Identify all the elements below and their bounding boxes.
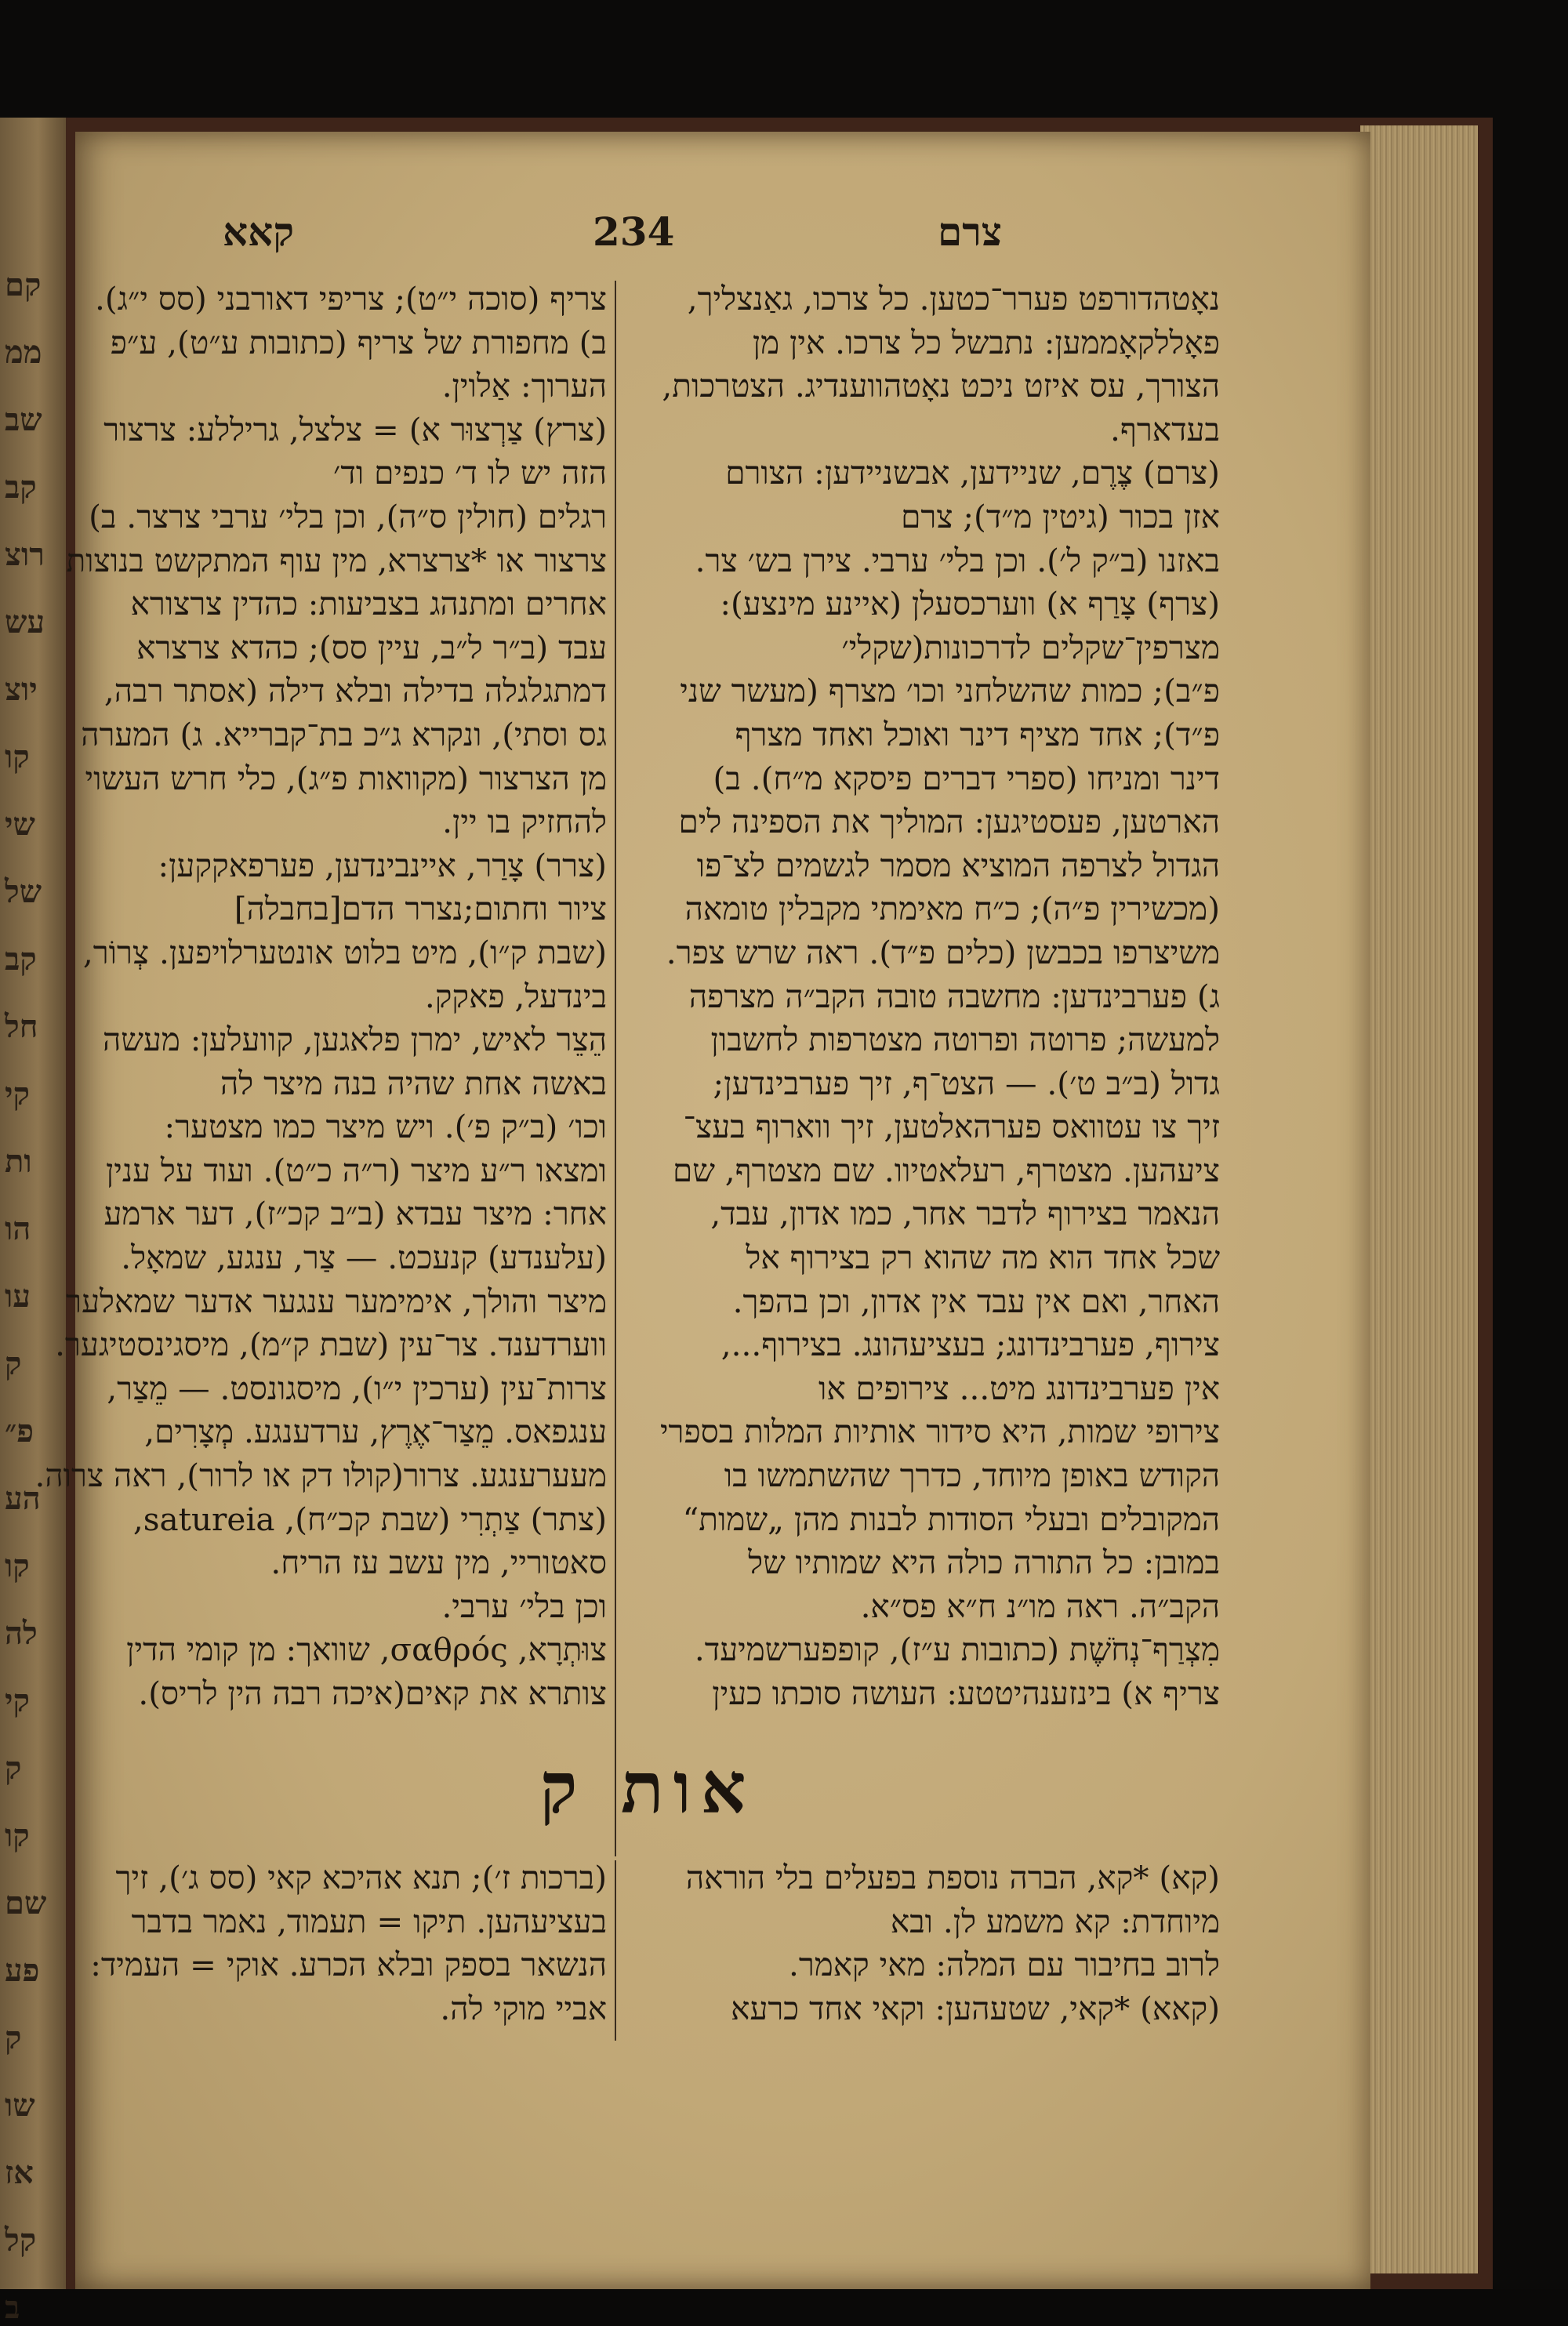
text-line: וכו׳ (ב״ק פ׳). ויש מיצר כמו מצטער: xyxy=(164,1108,607,1146)
text-line: מצרפין־שקלים לדרכונות(שקלי׳ xyxy=(841,628,1220,666)
right-column xyxy=(624,278,1220,1716)
text-line: (מכשירין פ״ה); כ״ח מאימתי מקבלין טומאה xyxy=(684,890,1220,928)
left-page-fragment: שם xyxy=(5,1885,47,1921)
left-page-fragment: שב xyxy=(5,401,42,438)
text-line: צירופי שמות, היא סידור אותיות המלות בספרי xyxy=(659,1413,1220,1451)
text-line: האחר, ואם אין עבד אין אדון, וכן בהפך. xyxy=(732,1282,1220,1320)
text-line: צרצור או *צרצרא, מין עוף המתקשט בנוצות xyxy=(66,541,607,579)
text-line: אזן בכור (גיטין מ״ד); צרם xyxy=(901,497,1220,535)
text-line: (עלענדע) קנעכט. — צַר, ענגע, שמאָל. xyxy=(121,1239,607,1277)
bottom-column-divider xyxy=(615,1860,616,2041)
left-page-fragment: עש xyxy=(5,604,45,640)
left-page-fragment: קי xyxy=(5,1076,30,1112)
text-line: פ״ד); אחד מציף דינר ואוכל ואחד מצרף xyxy=(735,715,1220,753)
left-page-fragment: קב xyxy=(5,941,37,978)
text-line: סאטוריי, מין עשב עז הריח. xyxy=(270,1544,607,1582)
text-line: הקב״ה. ראה מו״נ ח״א פס״א. xyxy=(860,1587,1220,1625)
header-guide-word-left: קאא xyxy=(223,209,294,255)
left-page-fragment: הע xyxy=(5,1480,41,1517)
text-line: גס וסתי), ונקרא ג״כ בת־קברייא. ג) המערה xyxy=(81,715,607,753)
left-page-fragment: ק xyxy=(5,1345,22,1382)
text-line: הגדול לצרפה המוציא מסמר לגשמים לצ־פו xyxy=(696,846,1220,884)
text-line: הערוך: אַלוין. xyxy=(441,367,607,405)
left-page-fragment: קו xyxy=(5,738,30,775)
left-page-edge xyxy=(0,118,69,2326)
left-page-fragment: קי xyxy=(5,1682,30,1719)
left-page-fragment: עו xyxy=(5,1278,31,1315)
left-page-fragment: פע xyxy=(5,1952,40,1989)
left-page-fragment: חל xyxy=(5,1008,38,1045)
text-line: מיוחדת: קא משמע לן. ובא xyxy=(890,1902,1220,1940)
left-page-fragment: יוצ xyxy=(5,671,38,708)
text-line: במובן: כל התורה כולה היא שמותיו של xyxy=(748,1544,1220,1582)
text-line: הנאמר בצירוף לדבר אחר, כמו אדון, עבד, xyxy=(710,1195,1220,1233)
text-line: צוּתְרָא, σαθρός, שוואך: מן קומי הדין xyxy=(126,1631,607,1669)
text-line: צירוף, פערבינדונג; בעציעהונג. בצירוף..., xyxy=(720,1326,1220,1364)
text-line: (קאא) *קאי, שטעהען: וקאי אחד כרעא xyxy=(731,1989,1220,2027)
left-page-fragment: קו xyxy=(5,1817,30,1854)
left-page-fragment: ממ xyxy=(5,334,42,371)
text-line: ציעהען. מצטרף, רעלאטיוו. שם מצטרף, שם xyxy=(672,1151,1220,1189)
text-line: רגלים (חולין ס״ה), וכן בלי׳ ערבי צרצר. ב) xyxy=(89,497,607,535)
page-edges xyxy=(1360,125,1478,2273)
text-line: מִצְרַף־נְחֹשֶׁת (כתובות ע״ז), קופפערשמיעד. xyxy=(694,1631,1220,1669)
text-line: (צרר) צָרַר, איינבינדען, פערפאקקען: xyxy=(158,846,607,884)
left-page-fragment: אז xyxy=(5,2154,34,2191)
text-line: ומצאו ר״ע מיצר (ר״ה כ״ט). ועוד על ענין xyxy=(105,1151,607,1189)
text-line: צריף (סוכה י״ט); צריפי דאורבני (סס י״ג). xyxy=(94,280,607,318)
text-line: בינדעל, פאקק. xyxy=(424,977,607,1015)
text-line: למעשה; פרוטה ופרוטה מצטרפות לחשבון xyxy=(710,1021,1220,1059)
text-line: הקודש באופן מיוחד, כדרך שהשתמשו בו xyxy=(724,1457,1220,1495)
text-line: צרות־עין (ערכין י״ו), מיסגונסט. — מֵצַר, xyxy=(107,1369,607,1407)
bottom-left-column xyxy=(88,1856,607,2030)
left-page-fragment: קו xyxy=(5,1548,30,1584)
text-line: משיצרפו בכבשן (כלים פ״ד). ראה שרש צפר. xyxy=(666,933,1220,971)
left-page-fragment: של xyxy=(5,873,42,910)
text-line: הֵצֵר לאיש, ימרן פלאגען, קוועלען: מעשה xyxy=(102,1021,607,1059)
text-line: (צרץ) צַרְצוּר א) = צלצל, גריללע: צרצור xyxy=(103,410,607,448)
section-title: אות ק xyxy=(539,1747,756,1830)
text-line: (צתר) צַתְרִי (שבת קכ״ח), satureia, xyxy=(132,1500,607,1538)
text-line: הנשאר בספק ובלא הכרע. אוקי = העמיד: xyxy=(90,1946,607,1984)
text-line: (צרם) צֶרֶם, שניידען, אבשניידען: הצורם xyxy=(725,454,1220,492)
text-line: אין פערבינדונג מיט... צירופים או xyxy=(818,1369,1220,1407)
text-line: הצורך, עס איזט ניכט נאָטהווענדיג. הצטרכות, xyxy=(662,367,1220,405)
page-number: 234 xyxy=(593,209,675,255)
left-page-fragment: שי xyxy=(5,806,35,843)
text-line: פ״ב); כמות שהשלחני וכו׳ מצרף (מעשר שני xyxy=(680,672,1220,710)
dictionary-page xyxy=(34,132,1370,2289)
text-line: זיך צו עטוואס פערהאלטען, זיך ווארוף בעצ־ xyxy=(683,1108,1220,1146)
left-page-fragment: לה xyxy=(5,1615,38,1652)
text-line: דמתגלגלה בדילה ובלא דילה (אסתר רבה, xyxy=(103,672,607,710)
text-line: מן הצרצור (מקוואות פ״ג), כלי חרש העשוי xyxy=(85,759,607,797)
text-line: אחר: מיצר עבדא (ב״ב קכ״ז), דער ארמע xyxy=(103,1195,607,1233)
text-line: (שבת ק״ו), מיט בלוט אונטערלויפען. צְרוֹר, xyxy=(82,933,607,971)
left-page-fragment: קב xyxy=(5,469,37,506)
left-page-fragment: רוצ xyxy=(5,536,45,573)
text-line: ווערדענד. צר־עין (שבת ק״מ), מיסגינסטיגער. xyxy=(55,1326,607,1364)
text-line: הארטען, פעסטיגען: המוליך את הספינה לים xyxy=(678,803,1220,841)
text-line: ענגפאס. מֵצַר־אֶרֶץ, ערדענגע. מְצָרִים, xyxy=(144,1413,607,1451)
text-line: שכל אחד הוא מה שהוא רק בצירוף אל xyxy=(746,1239,1220,1277)
text-line: בעציעהען. תיקו = תעמוד, נאמר בדבר xyxy=(131,1902,607,1940)
text-line: נאָטהדורפט פערר־כטען. כל צרכו, גאַנצליך, xyxy=(687,280,1220,318)
left-page-fragment: ב xyxy=(5,2289,20,2326)
bottom-right-column xyxy=(624,1856,1220,2030)
text-line: פאָללקאָממען: נתבשל כל צרכו. אין מן xyxy=(752,323,1220,361)
text-line: (קא) *קא, הברה נוספת בפעלים בלי הוראה xyxy=(685,1859,1220,1896)
text-line: עבד (ב״ר ל״ב, עיין סס); כהדא צרצרא xyxy=(136,628,607,666)
left-page-fragment: קם xyxy=(5,267,42,303)
left-page-fragment: הו xyxy=(5,1210,31,1247)
left-page-fragment: פ״ xyxy=(5,1413,34,1450)
text-line: ג) פערבינדען: מחשבה טובה הקב״ה מצרפה xyxy=(688,977,1220,1015)
text-line: גדול (ב״ב ט׳). — הצט־ף, זיך פערבינדען; xyxy=(713,1064,1220,1102)
text-line: וכן בלי׳ ערבי. xyxy=(441,1587,607,1625)
column-divider xyxy=(615,281,616,1856)
text-line: להחזיק בו יין. xyxy=(442,803,607,841)
text-line: מעערענגע. צרור(קולו דק או לרור), ראה צרוה. xyxy=(34,1457,607,1495)
text-line: (ברכות ז׳); תנא אהיכא קאי (סס ג׳), זיך xyxy=(115,1859,607,1896)
left-page-fragment: ק xyxy=(5,2019,22,2056)
text-line: באזנו (ב״ק ל׳). וכן בלי׳ ערבי. צירן בש׳ צר. xyxy=(695,541,1220,579)
text-line: אביי מוקי לה. xyxy=(440,1989,607,2027)
text-line: צותרא את קאים(איכה רבה הין לריס). xyxy=(138,1675,607,1712)
text-line: לרוב בחיבור עם המלה: מאי קאמר. xyxy=(788,1946,1220,1984)
text-line: בעדארף. xyxy=(1110,410,1220,448)
left-page-fragment: שו xyxy=(5,2087,35,2124)
text-line: ב) מחפורת של צריף (כתובות ע״ט), ע״פ xyxy=(110,323,607,361)
text-line: דינר ומניחו (ספרי דברים פיסקא מ״ח). ב) xyxy=(713,759,1220,797)
left-page-fragment: ק xyxy=(5,1750,22,1787)
left-column xyxy=(34,278,607,1716)
text-line: (צרף) צָרַף א) ווערכסעלן (איינע מינצע): xyxy=(720,585,1220,623)
left-page-fragment: קל xyxy=(5,2222,37,2259)
left-page-fragment: ות xyxy=(5,1143,32,1180)
header-guide-word-right: צרם xyxy=(938,209,1002,255)
text-line: צריף א) בינזענהיטטע: העושה סוכתו כעין xyxy=(712,1675,1220,1712)
text-line: מיצר והולך, אימימער ענגער אדער שמאלער xyxy=(66,1282,607,1320)
text-line: באשה אחת שהיה בנה מיצר לה xyxy=(220,1064,607,1102)
text-line: הזה יש לו ד׳ כנפים וד׳ xyxy=(333,454,607,492)
text-line: המקובלים ובעלי הסודות לבנות מהן „שמות“ xyxy=(682,1500,1220,1538)
text-line: ציור וחתום;נצרר הדם[בחבלה] xyxy=(234,890,607,928)
text-line: אחרים ומתנהג בצביעות: כהדין צרצורא xyxy=(130,585,607,623)
